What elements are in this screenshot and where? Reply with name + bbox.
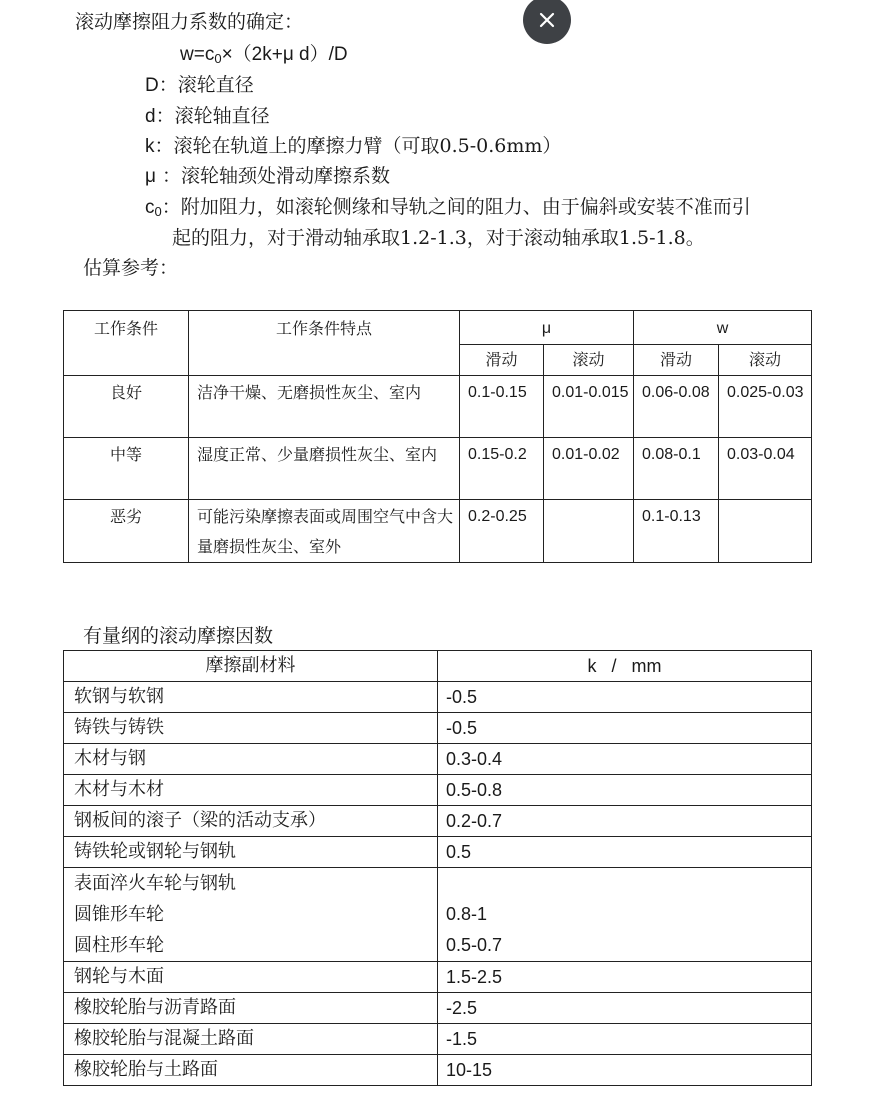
features-cell: 洁净干燥、无磨损性灰尘、室内	[189, 376, 460, 438]
formula: $w=c_0\times(2k+\mu$ d）/D	[180, 44, 348, 66]
condition-cell: 良好	[64, 376, 189, 438]
table-row	[64, 993, 812, 1024]
rolling-friction-factor-table	[63, 650, 812, 1086]
header-mu-rolling: 滚动	[544, 345, 634, 376]
table-row	[64, 744, 812, 775]
table-row	[64, 1024, 812, 1055]
material-cell: 橡胶轮胎与混凝土路面	[64, 1024, 438, 1055]
material-cell: 软钢与软钢	[64, 682, 438, 713]
k-value-group-cell	[438, 868, 812, 962]
mu-rolling-cell: 0.01-0.015	[544, 376, 634, 438]
definition-c0-continued: 起的阻力，对于滑动轴承取1.2-1.3，对于滚动轴承取1.5-1.8。	[172, 227, 705, 249]
header-mu-sliding: 滑动	[460, 345, 544, 376]
features-cell: 可能污染摩擦表面或周围空气中含大量磨损性灰尘、室外	[189, 500, 460, 563]
header-w-rolling: 滚动	[719, 345, 812, 376]
table-row	[64, 837, 812, 868]
definition-D: D：滚轮直径	[145, 74, 254, 96]
mu-sliding-cell: 0.1-0.15	[460, 376, 544, 438]
w-rolling-cell	[719, 500, 812, 563]
header-material: 摩擦副材料	[64, 651, 438, 682]
k-value-cell: 0.5	[438, 837, 812, 868]
mu-rolling-cell: 0.01-0.02	[544, 438, 634, 500]
table-row	[64, 962, 812, 993]
table-row	[64, 713, 812, 744]
material-cell: 橡胶轮胎与沥青路面	[64, 993, 438, 1024]
group-item: 圆柱形车轮	[74, 935, 164, 956]
material-cell: 木材与木材	[64, 775, 438, 806]
w-sliding-cell: 0.06-0.08	[634, 376, 719, 438]
group-item-k: 0.8-1	[446, 904, 488, 924]
table-row	[64, 806, 812, 837]
k-value-cell: -2.5	[438, 993, 812, 1024]
group-title: 表面淬火车轮与钢轨	[74, 873, 236, 894]
definition-k: k：滚轮在轨道上的摩擦力臂（可取0.5-0.6mm）	[145, 135, 562, 157]
k-value-cell: 0.2-0.7	[438, 806, 812, 837]
w-rolling-cell: 0.03-0.04	[719, 438, 812, 500]
mu-sliding-cell: 0.15-0.2	[460, 438, 544, 500]
table-row	[64, 775, 812, 806]
friction-conditions-table	[63, 310, 812, 563]
material-cell: 铸铁轮或钢轮与钢轨	[64, 837, 438, 868]
table-row	[64, 376, 812, 438]
table-row	[64, 500, 812, 563]
material-group-cell	[64, 868, 438, 962]
definition-d: d：滚轮轴直径	[145, 105, 270, 127]
table-row	[64, 1055, 812, 1086]
material-cell: 钢轮与木面	[64, 962, 438, 993]
w-sliding-cell: 0.1-0.13	[634, 500, 719, 563]
mu-sliding-cell: 0.2-0.25	[460, 500, 544, 563]
k-value-cell: 0.3-0.4	[438, 744, 812, 775]
condition-cell: 恶劣	[64, 500, 189, 563]
header-w: w	[634, 311, 812, 345]
header-mu: μ	[460, 311, 634, 345]
material-cell: 铸铁与铸铁	[64, 713, 438, 744]
k-value-cell: -0.5	[438, 682, 812, 713]
section-title: 滚动摩擦阻力系数的确定：	[75, 11, 304, 33]
condition-cell: 中等	[64, 438, 189, 500]
close-button[interactable]	[523, 0, 571, 44]
k-value-cell: 0.5-0.8	[438, 775, 812, 806]
header-features: 工作条件特点	[189, 311, 460, 376]
k-value-cell: -1.5	[438, 1024, 812, 1055]
group-item: 圆锥形车轮	[74, 904, 164, 925]
close-icon	[539, 12, 555, 28]
table-row-group	[64, 868, 812, 962]
features-cell: 湿度正常、少量磨损性灰尘、室内	[189, 438, 460, 500]
table2-title: 有量纲的滚动摩擦因数	[83, 625, 274, 647]
definition-mu: μ ：滚轮轴颈处滑动摩擦系数	[145, 165, 390, 187]
w-rolling-cell: 0.025-0.03	[719, 376, 812, 438]
table-row	[64, 682, 812, 713]
header-w-sliding: 滑动	[634, 345, 719, 376]
header-k: k / mm	[438, 651, 812, 682]
header-condition: 工作条件	[64, 311, 189, 376]
w-sliding-cell: 0.08-0.1	[634, 438, 719, 500]
estimate-label: 估算参考：	[83, 257, 179, 279]
table-row	[64, 438, 812, 500]
material-cell: 橡胶轮胎与土路面	[64, 1055, 438, 1086]
k-value-cell: 1.5-2.5	[438, 962, 812, 993]
k-value-cell: 10-15	[438, 1055, 812, 1086]
definition-c0: $c_0$：附加阻力，如滚轮侧缘和导轨之间的阻力、由于偏斜或安装不准而引	[145, 196, 751, 219]
mu-rolling-cell	[544, 500, 634, 563]
group-item-k: 0.5-0.7	[446, 935, 503, 955]
material-cell: 木材与钢	[64, 744, 438, 775]
k-value-cell: -0.5	[438, 713, 812, 744]
material-cell: 钢板间的滚子（梁的活动支承）	[64, 806, 438, 837]
